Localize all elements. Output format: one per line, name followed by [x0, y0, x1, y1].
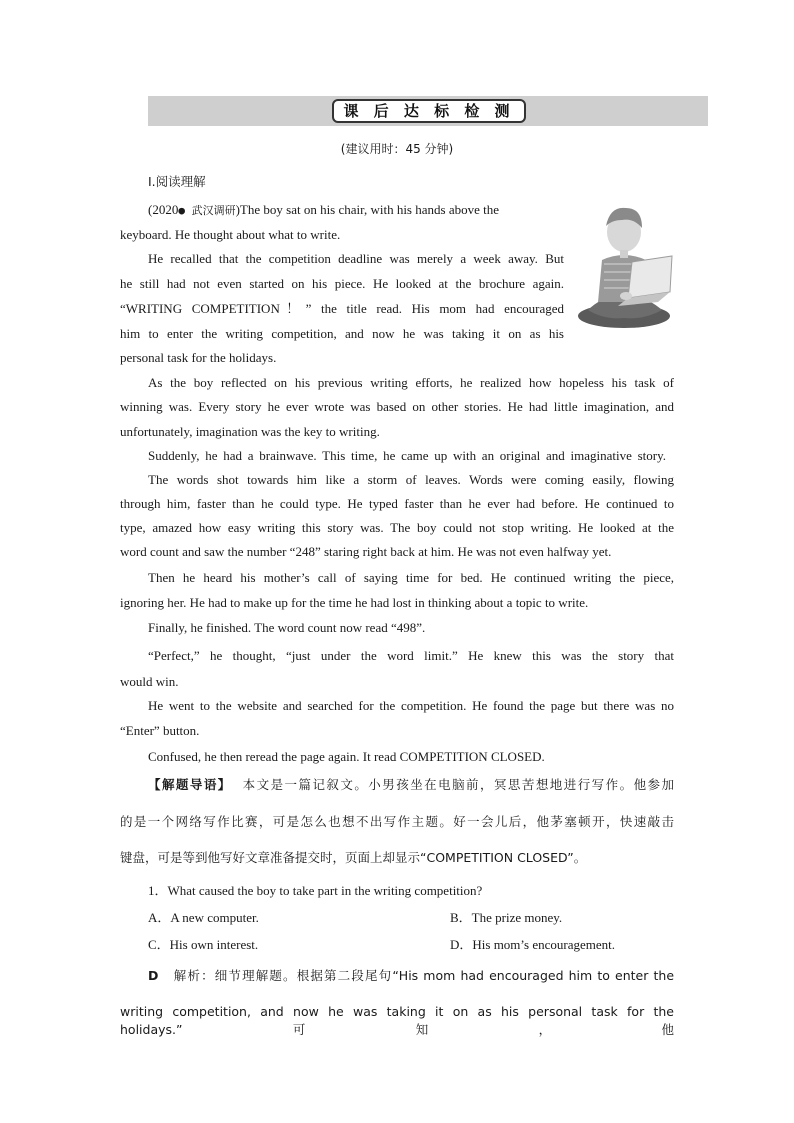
passage-line: Then he heard his mother’s call of saying time for bed. He continued writing the piece, — [148, 570, 674, 585]
page-title: 课 后 达 标 检 测 — [332, 99, 526, 123]
source-year: (2020 — [148, 202, 179, 217]
guide-text: 本文是一篇记叙文。小男孩坐在电脑前，冥思苦想地进行写作。他参加 — [242, 777, 674, 792]
passage-line: unfortunately, imagination was the key to writing. — [120, 424, 380, 439]
option-c: C．His own interest. — [148, 937, 259, 952]
passage-line: He recalled that the competition deadline was merely a week away. But — [148, 251, 564, 266]
option-d: D．His mom’s encouragement. — [450, 937, 615, 952]
passage-line: type, amazed how easy writing this story was. The boy could not stop writing. He looked at the — [120, 520, 674, 535]
passage-line: he still had not even started on his piece. He looked at the brochure again. — [120, 276, 564, 291]
passage-line: He went to the website and searched for the competition. He found the page but there was no — [148, 698, 674, 713]
passage-line: ignoring her. He had to make up for the time he had lost in thinking about a topic to write. — [120, 595, 589, 610]
passage-line: “Perfect,” he thought, “just under the word limit.” He knew this was the story that — [148, 648, 674, 663]
analysis-line: writing competition, and now he was taking it on as his personal task for the holidays.”可知，他 — [120, 1004, 674, 1037]
passage-line: keyboard. He thought about what to write. — [120, 227, 341, 242]
passage-line: )The boy sat on his chair, with his hands above the — [235, 202, 499, 217]
section-heading: Ⅰ.阅读理解 — [148, 174, 206, 189]
analysis-line — [148, 967, 674, 985]
passage-source — [148, 201, 499, 220]
guide-line — [148, 776, 674, 794]
passage-line: personal task for the holidays. — [120, 350, 277, 365]
passage-line: Confused, he then reread the page again. It read COMPETITION CLOSED. — [148, 749, 545, 764]
passage-line: Finally, he finished. The word count now read “498”. — [148, 620, 426, 635]
answer-letter: D — [148, 968, 159, 983]
passage-line: through him, faster than he could type. He typed faster than he ever had before. He continued to — [120, 496, 674, 511]
guide-line: 键盘，可是等到他写好文章准备提交时，页面上却显示“COMPETITION CLOSED”。 — [120, 850, 587, 865]
passage-line: Suddenly, he had a brainwave. This time, he came up with an original and imaginative story. — [148, 448, 666, 463]
guide-label: 【解题导语】 — [148, 777, 232, 792]
boy-laptop-image — [574, 198, 674, 332]
option-a: A．A new computer. — [148, 910, 259, 925]
passage-line: word count and saw the number “248” staring right back at him. He was not even halfway yet. — [120, 544, 612, 559]
passage-line: him to enter the writing competition, and now he was taking it on as his — [120, 326, 564, 341]
passage-line: would win. — [120, 674, 179, 689]
question-stem: 1．What caused the boy to take part in the writing competition? — [148, 883, 483, 898]
passage-line: winning was. Every story he ever wrote was based on other stories. He had little imagination, and — [120, 399, 674, 414]
passage-line: “WRITING COMPETITION！” the title read. His mom had encouraged — [120, 301, 564, 316]
passage-line: As the boy reflected on his previous writing efforts, he realized how hopeless his task of — [148, 375, 674, 390]
time-suggestion: (建议用时：45 分钟) — [340, 142, 454, 156]
option-b: B．The prize money. — [450, 910, 563, 925]
analysis-text: 解析：细节理解题。根据第二段尾句“His mom had encouraged him to enter the — [173, 968, 675, 983]
source-tag: ● 武汉调研 — [178, 204, 236, 217]
passage-line: The words shot towards him like a storm of leaves. Words were coming easily, flowing — [148, 472, 674, 487]
passage-line: “Enter” button. — [120, 723, 200, 738]
guide-line: 的是一个网络写作比赛，可是怎么也想不出写作主题。好一会儿后，他茅塞顿开，快速敲击 — [120, 814, 674, 829]
